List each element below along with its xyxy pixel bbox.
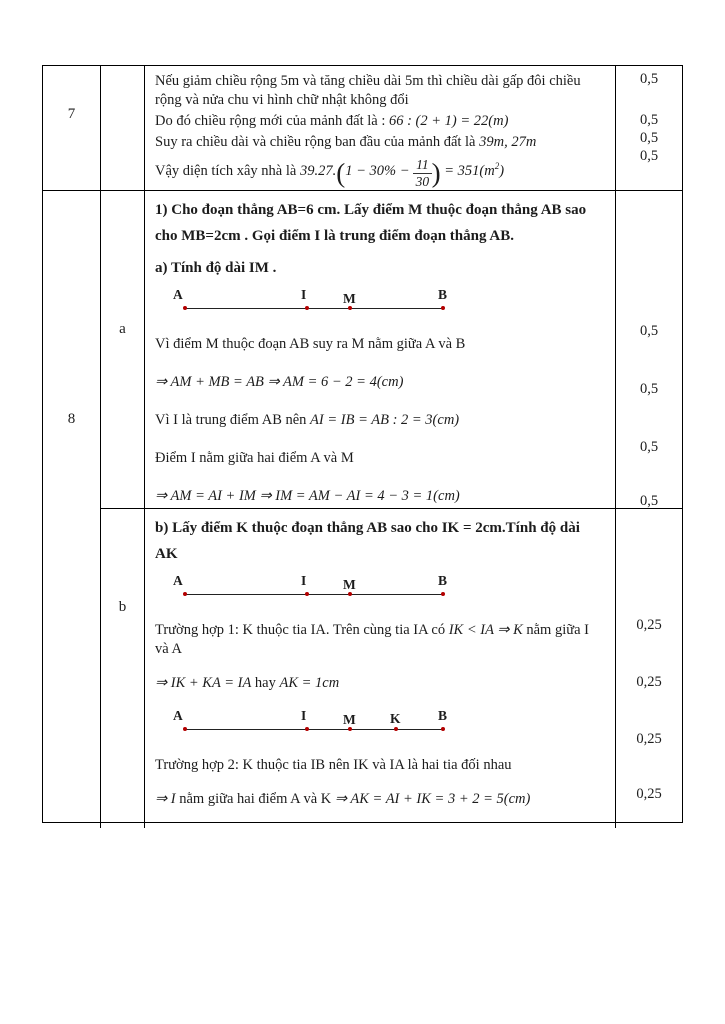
- answer-line: [155, 621, 605, 659]
- row-question-8: [43, 191, 682, 828]
- answer-line: [155, 449, 605, 468]
- row-question-7: [43, 66, 682, 191]
- answer-line: [155, 112, 605, 131]
- answer-text: Vậy diện tích xây nhà là: [155, 162, 297, 179]
- math-line: ⇒ AM + MB = AB ⇒ AM = 6 − 2 = 4(cm): [155, 374, 404, 390]
- subquestion-a-title: a) Tính độ dài IM .: [155, 260, 277, 276]
- subpart-label-a: a: [101, 191, 145, 508]
- point-label: B: [438, 573, 448, 588]
- answer-content-8a: [145, 191, 616, 508]
- answer-line: [155, 72, 605, 110]
- subpart-cell-empty: [101, 66, 145, 190]
- point-label: M: [343, 291, 356, 306]
- fraction: [413, 157, 432, 189]
- answer-text: Trường hợp 1: K thuộc tia IA. Trên cùng tia IA có: [155, 622, 446, 638]
- fraction-denominator: 30: [415, 173, 430, 189]
- fraction-numerator: 11: [413, 157, 432, 174]
- point-label: A: [173, 287, 183, 302]
- math-line: [155, 674, 605, 693]
- subrow-8b: [101, 509, 682, 828]
- answer-text: Vì điểm M thuộc đoạn AB suy ra M nằm giữa A và B: [155, 336, 466, 352]
- point-dot: [441, 727, 445, 731]
- points-value: 0,25: [636, 674, 662, 690]
- point-dot: [305, 306, 309, 310]
- math-expression: ⇒ I: [155, 791, 176, 807]
- answer-key-table: [42, 65, 683, 823]
- point-label: M: [343, 712, 356, 727]
- answer-line: [155, 133, 605, 152]
- points-value: 0,5: [639, 71, 659, 87]
- points-column-8b: [616, 509, 682, 828]
- exponent: 2: [494, 161, 500, 171]
- answer-text: nằm giữa hai điểm A và K: [179, 791, 332, 807]
- problem-statement: 1) Cho đoạn thẳng AB=6 cm. Lấy điểm M thuộc đoạn thẳng AB sao cho MB=2cm . Gọi điểm I là trung điểm đoạn thẳng AB.: [155, 202, 587, 244]
- segment-line: [185, 308, 443, 309]
- math-expression: AI = IB = AB : 2 = 3(cm): [310, 412, 460, 428]
- point-label: A: [173, 573, 183, 588]
- segment-line: [185, 729, 443, 730]
- question-8-body: [101, 191, 682, 828]
- point-label: I: [301, 573, 307, 588]
- points-value: 0,5: [639, 112, 659, 128]
- math-line: ⇒ AM = AI + IM ⇒ IM = AM − AI = 4 − 3 = 1(cm): [155, 488, 460, 504]
- points-column-q7: [616, 66, 682, 190]
- point-label: K: [390, 711, 401, 726]
- answer-text: Nếu giảm chiều rộng 5m và tăng chiều dài 5m thì chiều dài gấp đôi chiều rộng và nửa chu vi hình chữ nhật không đổi: [155, 73, 581, 108]
- points-value: 0,25: [636, 786, 662, 802]
- points-value: 0,5: [639, 381, 659, 397]
- answer-text: hay: [254, 675, 276, 691]
- point-label: I: [301, 287, 307, 302]
- points-value: 0,5: [639, 439, 659, 455]
- big-paren-open: (: [336, 157, 346, 188]
- math-expression: ⇒ IK + KA = IA: [155, 675, 252, 691]
- points-value: 0,25: [636, 731, 662, 747]
- math-expression: 39m, 27m: [479, 134, 537, 150]
- answer-text: Do đó chiều rộng mới của mảnh đất là :: [155, 113, 386, 129]
- answer-content-8b: [145, 509, 616, 828]
- math-expression: AK = 1cm: [279, 675, 340, 691]
- points-value: 0,5: [639, 493, 659, 509]
- math-expression: = 351(m: [444, 162, 495, 179]
- points-value: 0,5: [639, 130, 659, 146]
- points-value: 0,25: [636, 617, 662, 633]
- question-number-7: 7: [43, 66, 101, 190]
- point-dot: [305, 727, 309, 731]
- point-label: B: [438, 287, 448, 302]
- point-dot: [305, 592, 309, 596]
- segment-diagram-2: [155, 573, 605, 603]
- math-expression: ): [499, 162, 505, 179]
- math-expression: 1 − 30% −: [345, 162, 410, 179]
- subquestion-b-title: b) Lấy điểm K thuộc đoạn thẳng AB sao cho IK = 2cm.Tính độ dài AK: [155, 520, 580, 562]
- answer-line: [155, 157, 605, 189]
- answer-line: [155, 756, 605, 775]
- segment-diagram-3: [155, 708, 605, 738]
- segment-diagram-1: [155, 287, 605, 317]
- answer-text: Điểm I nằm giữa hai điểm A và M: [155, 450, 354, 466]
- point-label: M: [343, 577, 356, 592]
- point-dot: [348, 306, 352, 310]
- point-dot: [441, 592, 445, 596]
- point-dot: [183, 592, 187, 596]
- point-dot: [348, 727, 352, 731]
- math-expression: IK < IA ⇒ K: [448, 622, 523, 638]
- answer-text: Vì I là trung điểm AB nên: [155, 412, 307, 428]
- answer-text: nằm giữa I và A: [155, 622, 589, 657]
- point-label: I: [301, 708, 307, 723]
- subrow-8a: [101, 191, 682, 509]
- point-label: A: [173, 708, 183, 723]
- segment-line: [185, 594, 443, 595]
- math-expression: 66 : (2 + 1) = 22(m): [388, 113, 509, 129]
- answer-content-q7: [145, 66, 616, 190]
- points-value: 0,5: [639, 148, 659, 164]
- points-value: 0,5: [639, 323, 659, 339]
- math-line: [155, 790, 605, 809]
- point-dot: [394, 727, 398, 731]
- question-number-8: 8: [43, 191, 101, 828]
- point-dot: [183, 306, 187, 310]
- point-label: B: [438, 708, 448, 723]
- points-column-8a: [616, 191, 682, 508]
- point-dot: [441, 306, 445, 310]
- answer-text: Suy ra chiều dài và chiều rộng ban đầu của mảnh đất là: [155, 134, 476, 150]
- answer-line: [155, 335, 605, 354]
- math-expression: ⇒ AK = AI + IK = 3 + 2 = 5(cm): [334, 791, 531, 807]
- subpart-label-b: b: [101, 509, 145, 828]
- answer-text: Trường hợp 2: K thuộc tia IB nên IK và IA là hai tia đối nhau: [155, 757, 512, 773]
- answer-line: [155, 411, 605, 430]
- point-dot: [348, 592, 352, 596]
- point-dot: [183, 727, 187, 731]
- math-expression: 39.27.: [299, 162, 337, 179]
- big-paren-close: ): [431, 157, 441, 188]
